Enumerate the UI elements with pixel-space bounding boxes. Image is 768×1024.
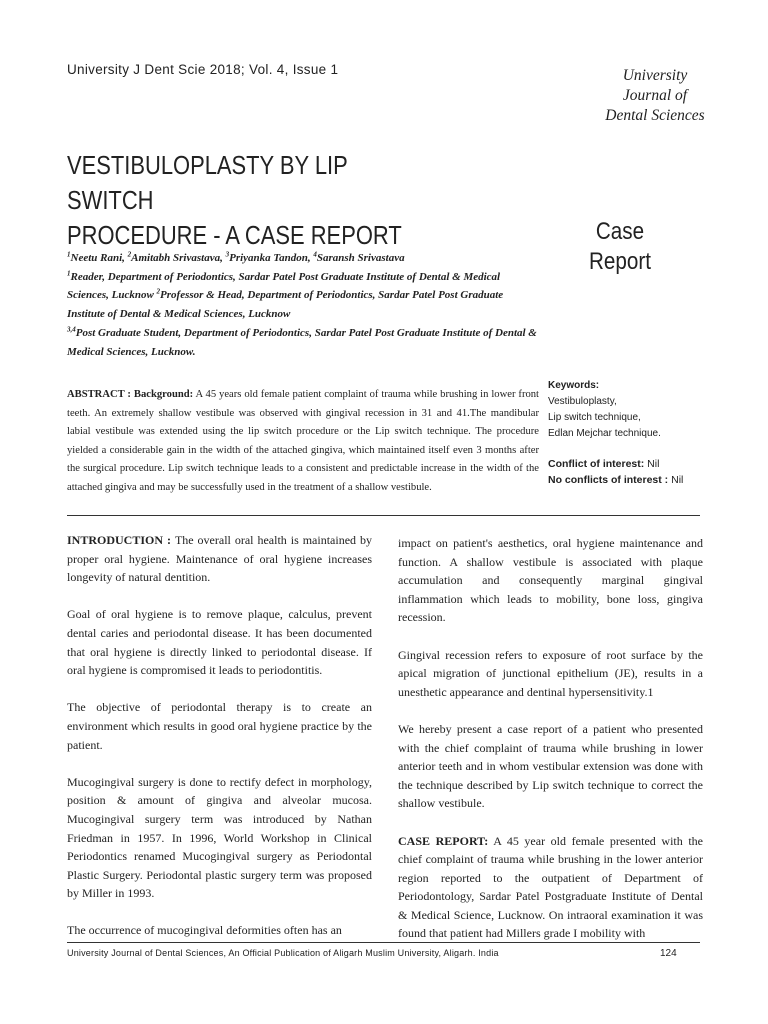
abstract-label: ABSTRACT : Background: — [67, 389, 194, 400]
article-type-line-2: Report — [589, 248, 651, 275]
brand-line-2: Journal of — [622, 87, 688, 104]
keyword-item: Vestibuloplasty, — [548, 396, 617, 407]
paragraph: Gingival recession refers to exposure of root surface by the apical migration of junctional epithelium (JE), results in a unesthetic appearance and dentinal hypersensitivity.1 — [398, 647, 703, 699]
title-line-1: VESTIBULOPLASTY BY LIP SWITCH — [67, 152, 348, 215]
footer-text: University Journal of Dental Sciences, An Official Publication of Aligarh Muslim University, Aligarh. India — [67, 948, 499, 958]
keyword-item: Edlan Mejchar technique. — [548, 428, 661, 439]
affiliation-sup: 2 — [156, 287, 161, 296]
abstract-text: A 45 years old female patient complaint of trauma while brushing in lower front teeth. An extremely shallow vestibule was observed with gingival recession in 31 and 41.The mandibular labial vestibule was extended using the lip switch procedure or the Lip switch technique. The procedure yielded a considerable gain in the width of the attached gingiva, which maintained itself even 3 months after the surgical procedure. Lip switch technique leads to a consistent and predictable increase in the width of the attached gingiva and may be successfully used in the treatment of a shallow vestibule. — [67, 389, 540, 493]
journal-citation: University J Dent Scie 2018; Vol. 4, Issue 1 — [67, 62, 339, 77]
brand-line-1: University — [622, 67, 688, 84]
author-name: Neetu Rani, — [70, 252, 128, 264]
paragraph: Mucogingival surgery is done to rectify defect in morphology, position & amount of gingiva and alveolar mucosa. Mucogingival surgery term was introduced by Nathan Friedman in 1957. In 1996, World Workshop in Clinical Periodontics renamed Mucogingival surgery as Periodontal Plastic Surgery. Periodontal plastic surgery term was proposed by Miller in 1993. — [67, 774, 372, 901]
author-sup: 1 — [67, 250, 71, 259]
intro-label: INTRODUCTION : — [67, 533, 175, 547]
conflict-value: Nil — [668, 474, 684, 486]
author-name: Priyanka Tandon, — [229, 252, 314, 264]
case-report-paragraph — [398, 832, 703, 944]
intro-paragraph — [67, 531, 372, 587]
case-report-label: CASE REPORT: — [398, 833, 489, 848]
conflict-label: Conflict of interest: — [548, 458, 645, 470]
article-type-line-1: Case — [595, 218, 645, 245]
author-sup: 3 — [225, 250, 230, 259]
conflict-box — [548, 456, 748, 488]
affiliation-2: Professor & Head, Department of Periodontics, Sardar Patel Post Graduate Institute of Dental & Medical Sciences, Lucknow — [67, 289, 504, 321]
author-sup: 2 — [127, 250, 132, 259]
case-report-text: A 45 year old female presented with the chief complaint of trauma while brushing in the lower anterior region reported to the outpatient of Department of Periodontology, Sardar Patel Postgraduate Institute of Dental & Medical Science, Lucknow. On intraoral examination it was found that patient had Millers grade I mobility with — [398, 833, 703, 941]
author-name: Amitabh Srivastava, — [131, 252, 226, 264]
brand-line-3: Dental Sciences — [605, 107, 705, 124]
conflict-line-1 — [548, 456, 748, 472]
author-block — [67, 249, 537, 361]
article-type — [580, 217, 659, 277]
body-left-column — [67, 531, 372, 959]
abstract — [67, 386, 539, 497]
author-sup: 4 — [313, 250, 317, 259]
conflict-value: Nil — [644, 458, 660, 470]
author-list — [67, 249, 537, 268]
author-name: Saransh Srivastava — [316, 252, 405, 264]
affiliation-sup: 1 — [67, 269, 71, 278]
body-right-column — [398, 534, 703, 962]
page-number: 124 — [660, 948, 677, 959]
paragraph: We hereby present a case report of a patient who presented with the chief complaint of trauma while brushing in lower anterior teeth and in whom vestibular extension was done with the technique described by Lip switch technique to correct the shallow vestibule. — [398, 721, 703, 811]
keyword-item: Lip switch technique, — [548, 412, 641, 423]
paragraph: impact on patient's aesthetics, oral hygiene maintenance and function. A shallow vestibule is associated with plaque accumulation and consequently marginal gingival inflammation which leads to mobility, bone loss, gingiva recession. — [398, 536, 703, 625]
paragraph: The objective of periodontal therapy is to create an environment which results in good oral hygiene practice by the patient. — [67, 700, 372, 752]
affiliation-1: Reader, Department of Periodontics, Sardar Patel Post Graduate Institute of Dental & Medical Sciences, Lucknow — [67, 270, 501, 302]
keywords-box — [548, 378, 728, 442]
affiliations — [67, 268, 537, 324]
title-line-2: PROCEDURE - A CASE REPORT — [67, 222, 402, 250]
footer-rule — [67, 942, 700, 943]
conflict-line-2 — [548, 472, 748, 488]
affiliation-3-block — [67, 324, 537, 361]
intro-text: The overall oral health is maintained by proper oral hygiene. Maintenance of oral hygiene increases longevity of natural dentition. — [67, 533, 372, 585]
affiliation-sup: 3,4 — [67, 325, 76, 334]
paragraph: The occurrence of mucogingival deformities often has an — [67, 923, 342, 938]
keywords-title: Keywords: — [548, 380, 600, 391]
conflict-label: No conflicts of interest : — [548, 474, 669, 486]
journal-brand — [600, 66, 710, 126]
affiliation-3: Post Graduate Student, Department of Periodontics, Sardar Patel Post Graduate Institute of Dental & Medical Sciences, Lucknow. — [67, 326, 537, 358]
section-divider — [67, 515, 700, 516]
paragraph: Goal of oral hygiene is to remove plaque, calculus, prevent dental caries and periodontal disease. It has been documented that oral hygiene is directly linked to periodontal disease. If oral hygiene is compromised it leads to periodontitis. — [67, 607, 372, 678]
article-title — [67, 149, 428, 254]
